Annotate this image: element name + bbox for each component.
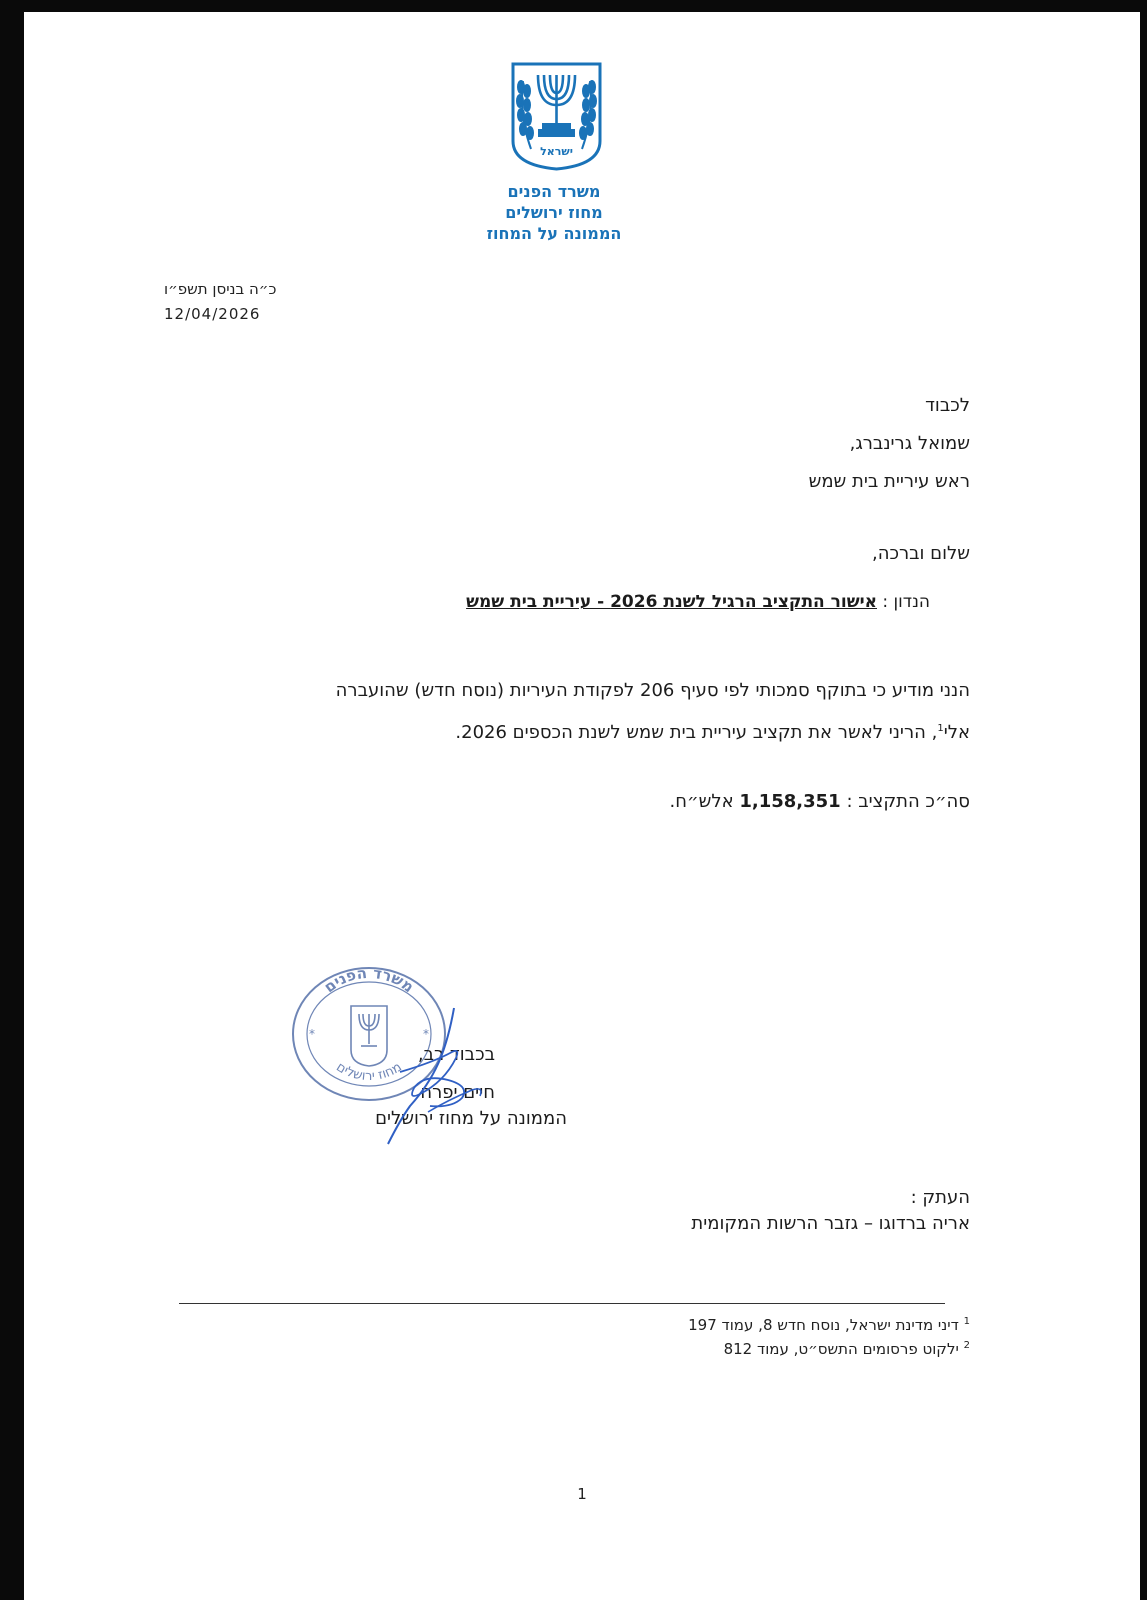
stamp-bottom-text: מחוז ירושלים <box>333 1059 405 1085</box>
footnote-1-num: 1 <box>963 1316 970 1327</box>
total-label: סה״כ התקציב : <box>846 791 970 812</box>
addressee-name: שמואל גרינברג, <box>849 433 970 454</box>
subject-text: אישור התקציב הרגיל לשנת 2026 - עיריית בית שמש <box>466 592 877 612</box>
subject-line <box>230 592 930 612</box>
body-paragraph <box>180 672 970 752</box>
footnote-1-text: דיני מדינת ישראל, נוסח חדש 8, עמוד 197 <box>688 1316 959 1334</box>
org-commissioner: הממונה על המחוז <box>486 224 622 243</box>
signatory-role: הממונה על מחוז ירושלים <box>375 1108 567 1129</box>
footnote-2 <box>370 1340 970 1358</box>
page-number: 1 <box>577 1485 587 1503</box>
body-line-2-rest: , הריני לאשר את תקציב עיריית בית שמש לשנת הכספים 2026. <box>455 722 938 743</box>
org-ministry: משרד הפנים <box>507 182 601 201</box>
svg-text:*: * <box>309 1027 315 1041</box>
copy-label: העתק : <box>910 1187 970 1208</box>
body-line-1: הנני מודיע כי בתוקף סמכותי לפי סעיף 206 לפקודת העיריות (נוסח חדש) שהועברה <box>335 680 970 701</box>
greeting: שלום וברכה, <box>871 543 970 564</box>
total-value: 1,158,351 <box>739 791 841 812</box>
hebrew-date: כ״ה בניסן תשפ״ו <box>164 280 277 298</box>
body-line-2 <box>180 710 970 752</box>
body-line-2-prefix: אלי <box>943 722 970 743</box>
addressee-salutation: לכבוד <box>925 395 970 416</box>
svg-text:*: * <box>423 1027 429 1041</box>
footnote-divider <box>179 1303 945 1304</box>
budget-total <box>270 791 970 812</box>
gregorian-date: 12/04/2026 <box>164 305 261 323</box>
closing-regards: בכבוד רב, <box>417 1044 495 1065</box>
handwritten-signature <box>344 1002 494 1152</box>
footnote-ref-1: 1 <box>937 723 944 734</box>
svg-text:משרד הפנים <box>321 964 418 996</box>
footnote-2-num: 2 <box>963 1340 970 1351</box>
footnote-2-text: ילקוט פרסומים התשס״ט, עמוד 812 <box>723 1340 959 1358</box>
stamp-top-text: משרד הפנים <box>320 964 418 997</box>
state-emblem-icon <box>509 61 604 171</box>
footnote-1 <box>370 1316 970 1334</box>
addressee-title: ראש עיריית בית שמש <box>808 471 970 492</box>
copy-recipient: אריה ברדוגו – גזבר הרשות המקומית <box>691 1213 970 1234</box>
document-page <box>24 12 1140 1600</box>
emblem-label: ישראל <box>540 145 573 158</box>
org-district: מחוז ירושלים <box>505 203 603 222</box>
signatory-name: חיים יפרח <box>420 1082 495 1103</box>
total-unit: אלש״ח. <box>669 791 734 812</box>
subject-label: הנדון : <box>882 592 930 612</box>
